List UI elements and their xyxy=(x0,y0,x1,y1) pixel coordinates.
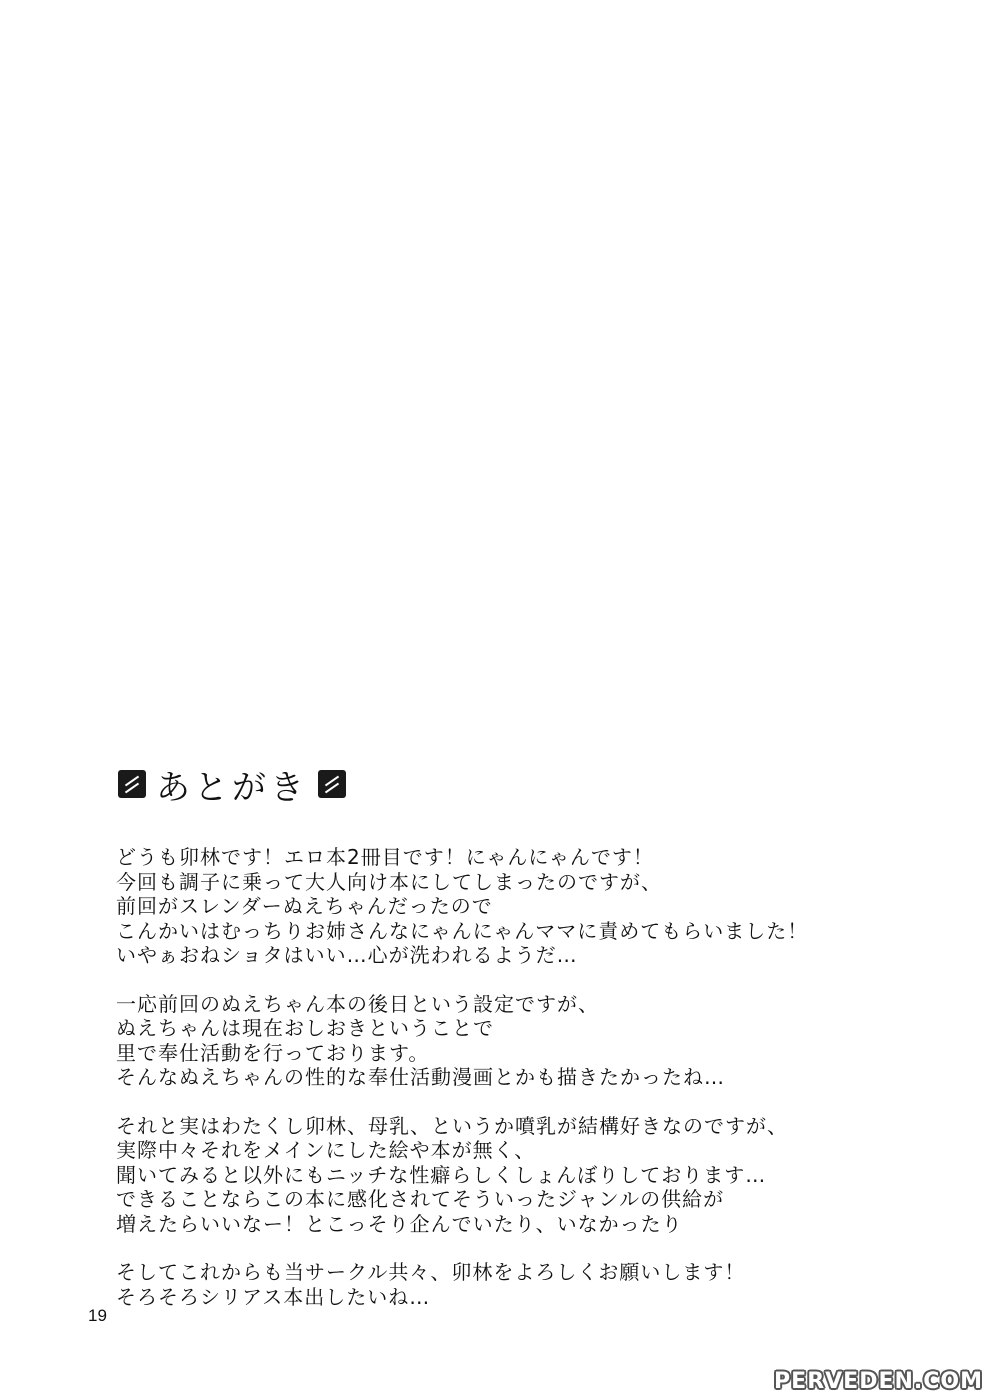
text-line: 一応前回のぬえちゃん本の後日という設定ですが、 xyxy=(116,991,599,1016)
paragraph-3 xyxy=(116,1114,896,1237)
afterword-body xyxy=(116,845,896,1333)
text-line: こんかいはむっちりお姉さんなにゃんにゃんママに責めてもらいました！ xyxy=(116,918,809,943)
paragraph-1 xyxy=(116,845,896,968)
paragraph-2 xyxy=(116,992,896,1090)
text-line: 前回がスレンダーぬえちゃんだったので xyxy=(116,894,493,918)
text-line: いやぁおねショタはいい…心が洗われるようだ… xyxy=(116,943,578,967)
text-line: 実際中々それをメインにした絵や本が無く、 xyxy=(116,1138,536,1162)
text-line: どうも卯林です！エロ本2冊目です！にゃんにゃんです！ xyxy=(116,845,654,869)
decorative-emblem-icon xyxy=(118,770,146,798)
text-line: 聞いてみると以外にもニッチな性癖らしくしょんぼりしております… xyxy=(116,1162,767,1187)
site-watermark: PERVEDEN.COM xyxy=(774,1369,983,1394)
afterword-title: あとがき xyxy=(156,767,308,808)
text-line: そんなぬえちゃんの性的な奉仕活動漫画とかも描きたかったね… xyxy=(116,1065,725,1089)
paragraph-4 xyxy=(116,1260,896,1309)
text-line: 増えたらいいなー！とこっそり企んでいたり、いなかったり xyxy=(116,1211,683,1236)
text-line: 今回も調子に乗って大人向け本にしてしまったのですが、 xyxy=(116,869,662,894)
text-line: ぬえちゃんは現在おしおきということで xyxy=(116,1016,494,1040)
text-line: できることならこの本に感化されてそういったジャンルの供給が xyxy=(116,1187,725,1211)
page-number: 19 xyxy=(88,1306,107,1325)
text-line: それと実はわたくし卯林、母乳、というか噴乳が結構好きなのですが、 xyxy=(116,1113,788,1138)
text-line: 里で奉仕活動を行っております。 xyxy=(116,1040,430,1065)
text-line: そしてこれからも当サークル共々、卯林をよろしくお願いします！ xyxy=(116,1260,746,1284)
decorative-emblem-icon xyxy=(318,770,346,798)
text-line: そろそろシリアス本出したいね… xyxy=(116,1284,431,1309)
afterword-heading xyxy=(118,762,346,806)
